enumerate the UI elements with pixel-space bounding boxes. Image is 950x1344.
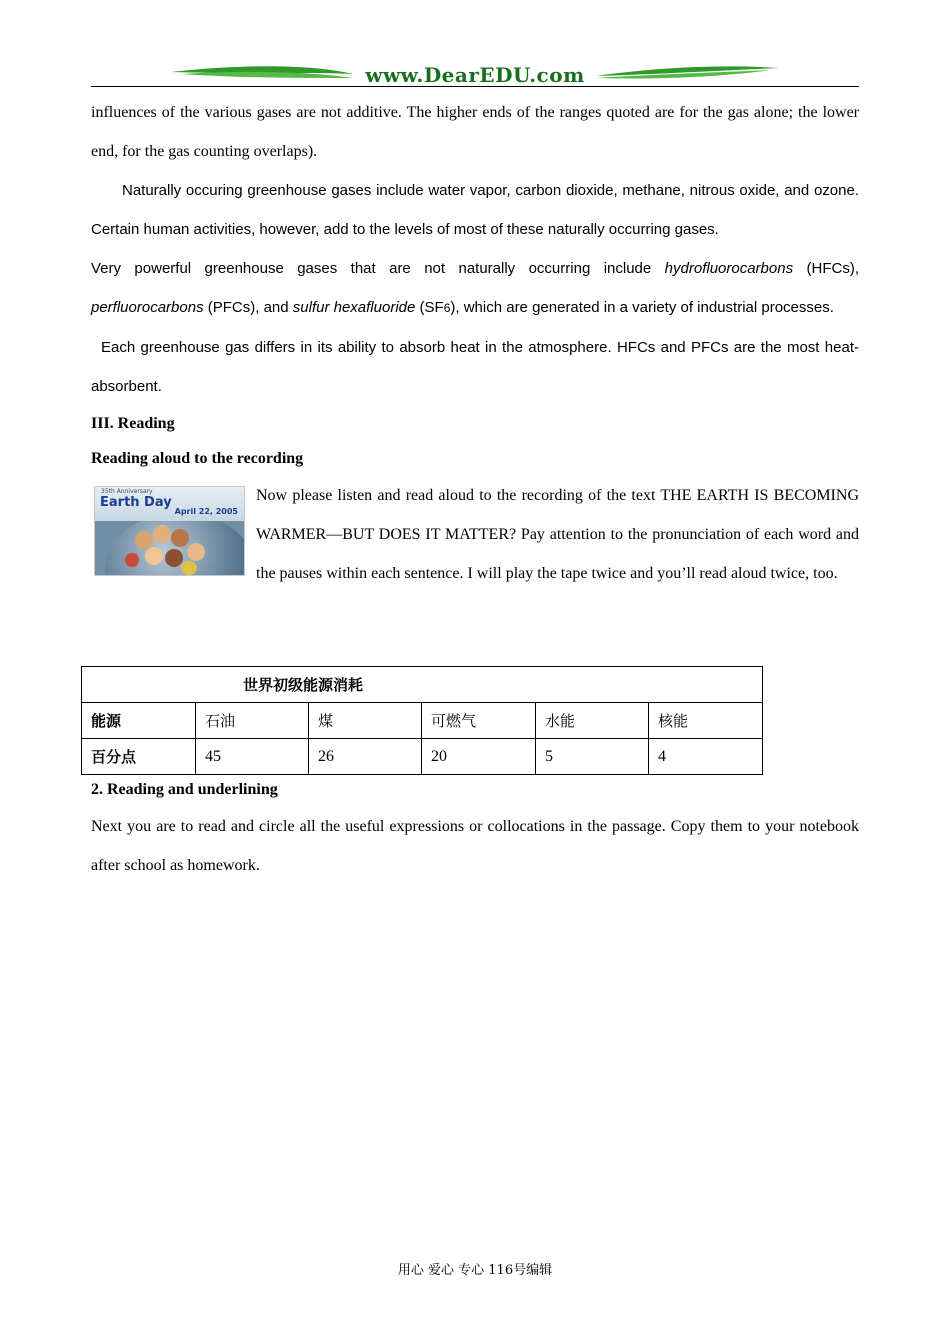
text-run: (HFCs), xyxy=(793,260,860,277)
child-face xyxy=(187,543,205,561)
subscript-six: 6 xyxy=(443,301,451,315)
table-row xyxy=(82,739,763,775)
table-cell: 26 xyxy=(309,739,422,775)
photo-anniversary-text: 35th Anniversary xyxy=(101,488,153,495)
paragraph-natural-gases: Naturally occuring greenhouse gases include water vapor, carbon dioxide, methane, nitrous oxide, and ozone. Certain human activities, however, add to the levels of most of these naturally occurring gases. xyxy=(91,182,859,238)
table-cell: 煤 xyxy=(309,703,422,739)
text-run: Very powerful greenhouse gases that are not naturally occurring include xyxy=(91,260,665,277)
paragraph-powerful-gases xyxy=(91,249,859,328)
section-heading: III. Reading xyxy=(91,415,175,432)
table-cell: 20 xyxy=(422,739,536,775)
child-face xyxy=(135,531,153,549)
table-cell: 百分点 xyxy=(82,739,196,775)
table-cell: 石油 xyxy=(196,703,309,739)
paragraph-underlining: Next you are to read and circle all the useful expressions or collocations in the passage. Copy them to your notebook after school as homework. xyxy=(91,818,859,874)
section-two xyxy=(91,772,859,885)
text-run: (PFCs), and xyxy=(203,299,293,316)
paragraph-overlaps: influences of the various gases are not additive. The higher ends of the ranges quoted are for the gas alone; the lower end, for the gas counting overlaps). xyxy=(91,104,859,160)
child-face xyxy=(171,529,189,547)
paragraph-heat-absorb: Each greenhouse gas differs in its ability to absorb heat in the atmosphere. HFCs and PFCs are the most heat-absorbent. xyxy=(91,339,859,395)
child-face xyxy=(165,549,183,567)
shirt-patch xyxy=(125,553,139,567)
energy-consumption-table xyxy=(81,666,763,775)
page-footer: 用心 爱心 专心 116号编辑 xyxy=(397,1263,553,1278)
table-cell: 水能 xyxy=(536,703,649,739)
text-run: (SF xyxy=(415,299,444,316)
table-header-row xyxy=(82,703,763,739)
table-cell: 5 xyxy=(536,739,649,775)
earth-day-image xyxy=(94,486,245,576)
table-title: 世界初级能源消耗 xyxy=(82,667,763,703)
term-hfc: hydrofluorocarbons xyxy=(664,260,794,277)
reading-block xyxy=(91,476,859,593)
table-cell: 能源 xyxy=(82,703,196,739)
subsection-heading: Reading aloud to the recording xyxy=(91,450,304,467)
paragraph-reading-instructions: Now please listen and read aloud to the recording of the text THE EARTH IS BECOMING WARMER—BUT DOES IT MATTER? Pay attention to the pronunciation of each word and the pauses within each sentence. I will play the tape twice and you’ll read aloud twice, too. xyxy=(256,487,859,582)
photo-date-text: April 22, 2005 xyxy=(174,507,238,516)
table-cell: 核能 xyxy=(649,703,763,739)
text-run: ), which are generated in a variety of industrial processes. xyxy=(450,299,834,316)
main-content xyxy=(91,93,859,593)
site-logo-text[interactable]: www.DearEDU.com xyxy=(365,63,585,87)
photo-title-text: Earth Day xyxy=(100,495,172,510)
term-pfc: perfluorocarbons xyxy=(91,299,204,316)
shirt-patch xyxy=(181,561,197,575)
child-face xyxy=(153,525,171,543)
table-title-row xyxy=(82,667,763,703)
header-rule xyxy=(91,86,859,87)
table-cell: 45 xyxy=(196,739,309,775)
table-cell: 4 xyxy=(649,739,763,775)
page-header xyxy=(91,60,859,90)
child-face xyxy=(145,547,163,565)
table-cell: 可燃气 xyxy=(422,703,536,739)
section-two-heading: 2. Reading and underlining xyxy=(91,781,278,798)
term-sf6: sulfur hexafluoride xyxy=(292,299,416,316)
